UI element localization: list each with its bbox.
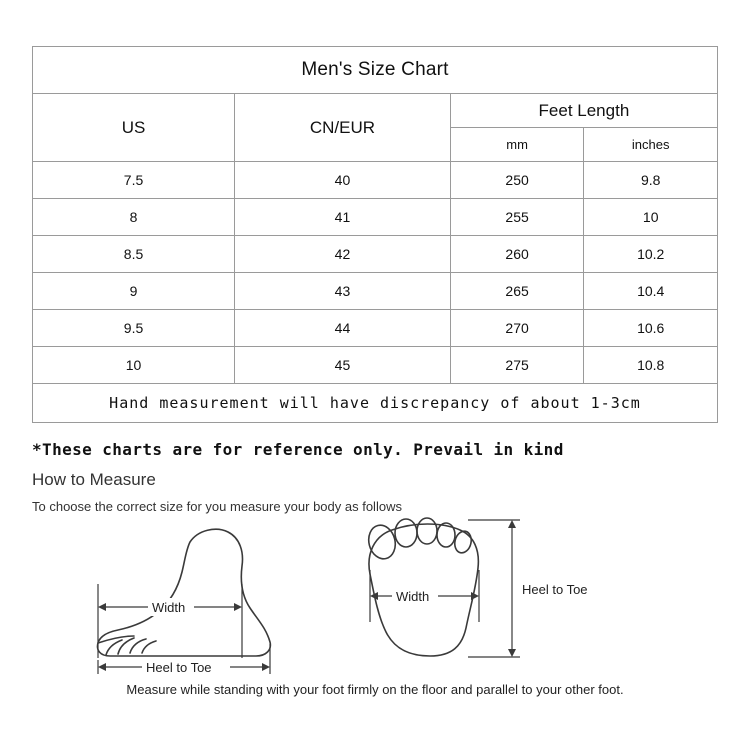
cell-inches: 10.2 (584, 236, 718, 273)
side-view-heel-to-toe-label: Heel to Toe (146, 660, 212, 675)
cell-cn-eur: 42 (235, 236, 451, 273)
cell-mm: 265 (450, 273, 584, 310)
cell-inches: 10 (584, 199, 718, 236)
table-row (33, 199, 718, 236)
cell-inches: 10.4 (584, 273, 718, 310)
top-view-heel-to-toe-measure (468, 520, 520, 657)
table-row (33, 162, 718, 199)
table-row (33, 236, 718, 273)
cell-cn-eur: 43 (235, 273, 451, 310)
header-feet-length: Feet Length (450, 94, 717, 128)
side-view-foot-icon (98, 529, 271, 656)
foot-diagram-svg (70, 512, 680, 682)
header-us: US (33, 94, 235, 162)
cell-cn-eur: 45 (235, 347, 451, 384)
table-row (33, 347, 718, 384)
table-row (33, 273, 718, 310)
table-footer-row (33, 384, 718, 423)
cell-us: 9 (33, 273, 235, 310)
cell-cn-eur: 40 (235, 162, 451, 199)
cell-us: 10 (33, 347, 235, 384)
page-title: Men's Size Chart (33, 47, 718, 94)
cell-mm: 275 (450, 347, 584, 384)
reference-note: *These charts are for reference only. Prevail in kind (32, 440, 564, 459)
measurement-diagram (70, 512, 680, 687)
top-view-heel-to-toe-label: Heel to Toe (522, 582, 588, 597)
cell-us: 8.5 (33, 236, 235, 273)
cell-mm: 260 (450, 236, 584, 273)
side-view-width-label: Width (152, 600, 186, 615)
cell-mm: 250 (450, 162, 584, 199)
cell-cn-eur: 41 (235, 199, 451, 236)
cell-mm: 270 (450, 310, 584, 347)
cell-us: 8 (33, 199, 235, 236)
header-cn-eur: CN/EUR (235, 94, 451, 162)
table-title-row (33, 47, 718, 94)
cell-cn-eur: 44 (235, 310, 451, 347)
cell-inches: 10.6 (584, 310, 718, 347)
size-chart-container (32, 46, 718, 423)
cell-us: 7.5 (33, 162, 235, 199)
size-chart-table (32, 46, 718, 423)
side-view-width-measure (98, 584, 242, 658)
measure-footer-note: Measure while standing with your foot firmly on the floor and parallel to your other foot. (126, 682, 624, 697)
cell-mm: 255 (450, 199, 584, 236)
table-header-row-1 (33, 94, 718, 128)
hand-measurement-note: Hand measurement will have discrepancy of about 1-3cm (33, 384, 718, 423)
cell-inches: 10.8 (584, 347, 718, 384)
header-inches: inches (584, 128, 718, 162)
table-row (33, 310, 718, 347)
how-to-measure-title: How to Measure (32, 470, 156, 489)
header-mm: mm (450, 128, 584, 162)
top-view-width-label: Width (396, 589, 430, 604)
cell-inches: 9.8 (584, 162, 718, 199)
cell-us: 9.5 (33, 310, 235, 347)
how-to-measure-subtitle: To choose the correct size for you measure your body as follows (32, 499, 402, 514)
